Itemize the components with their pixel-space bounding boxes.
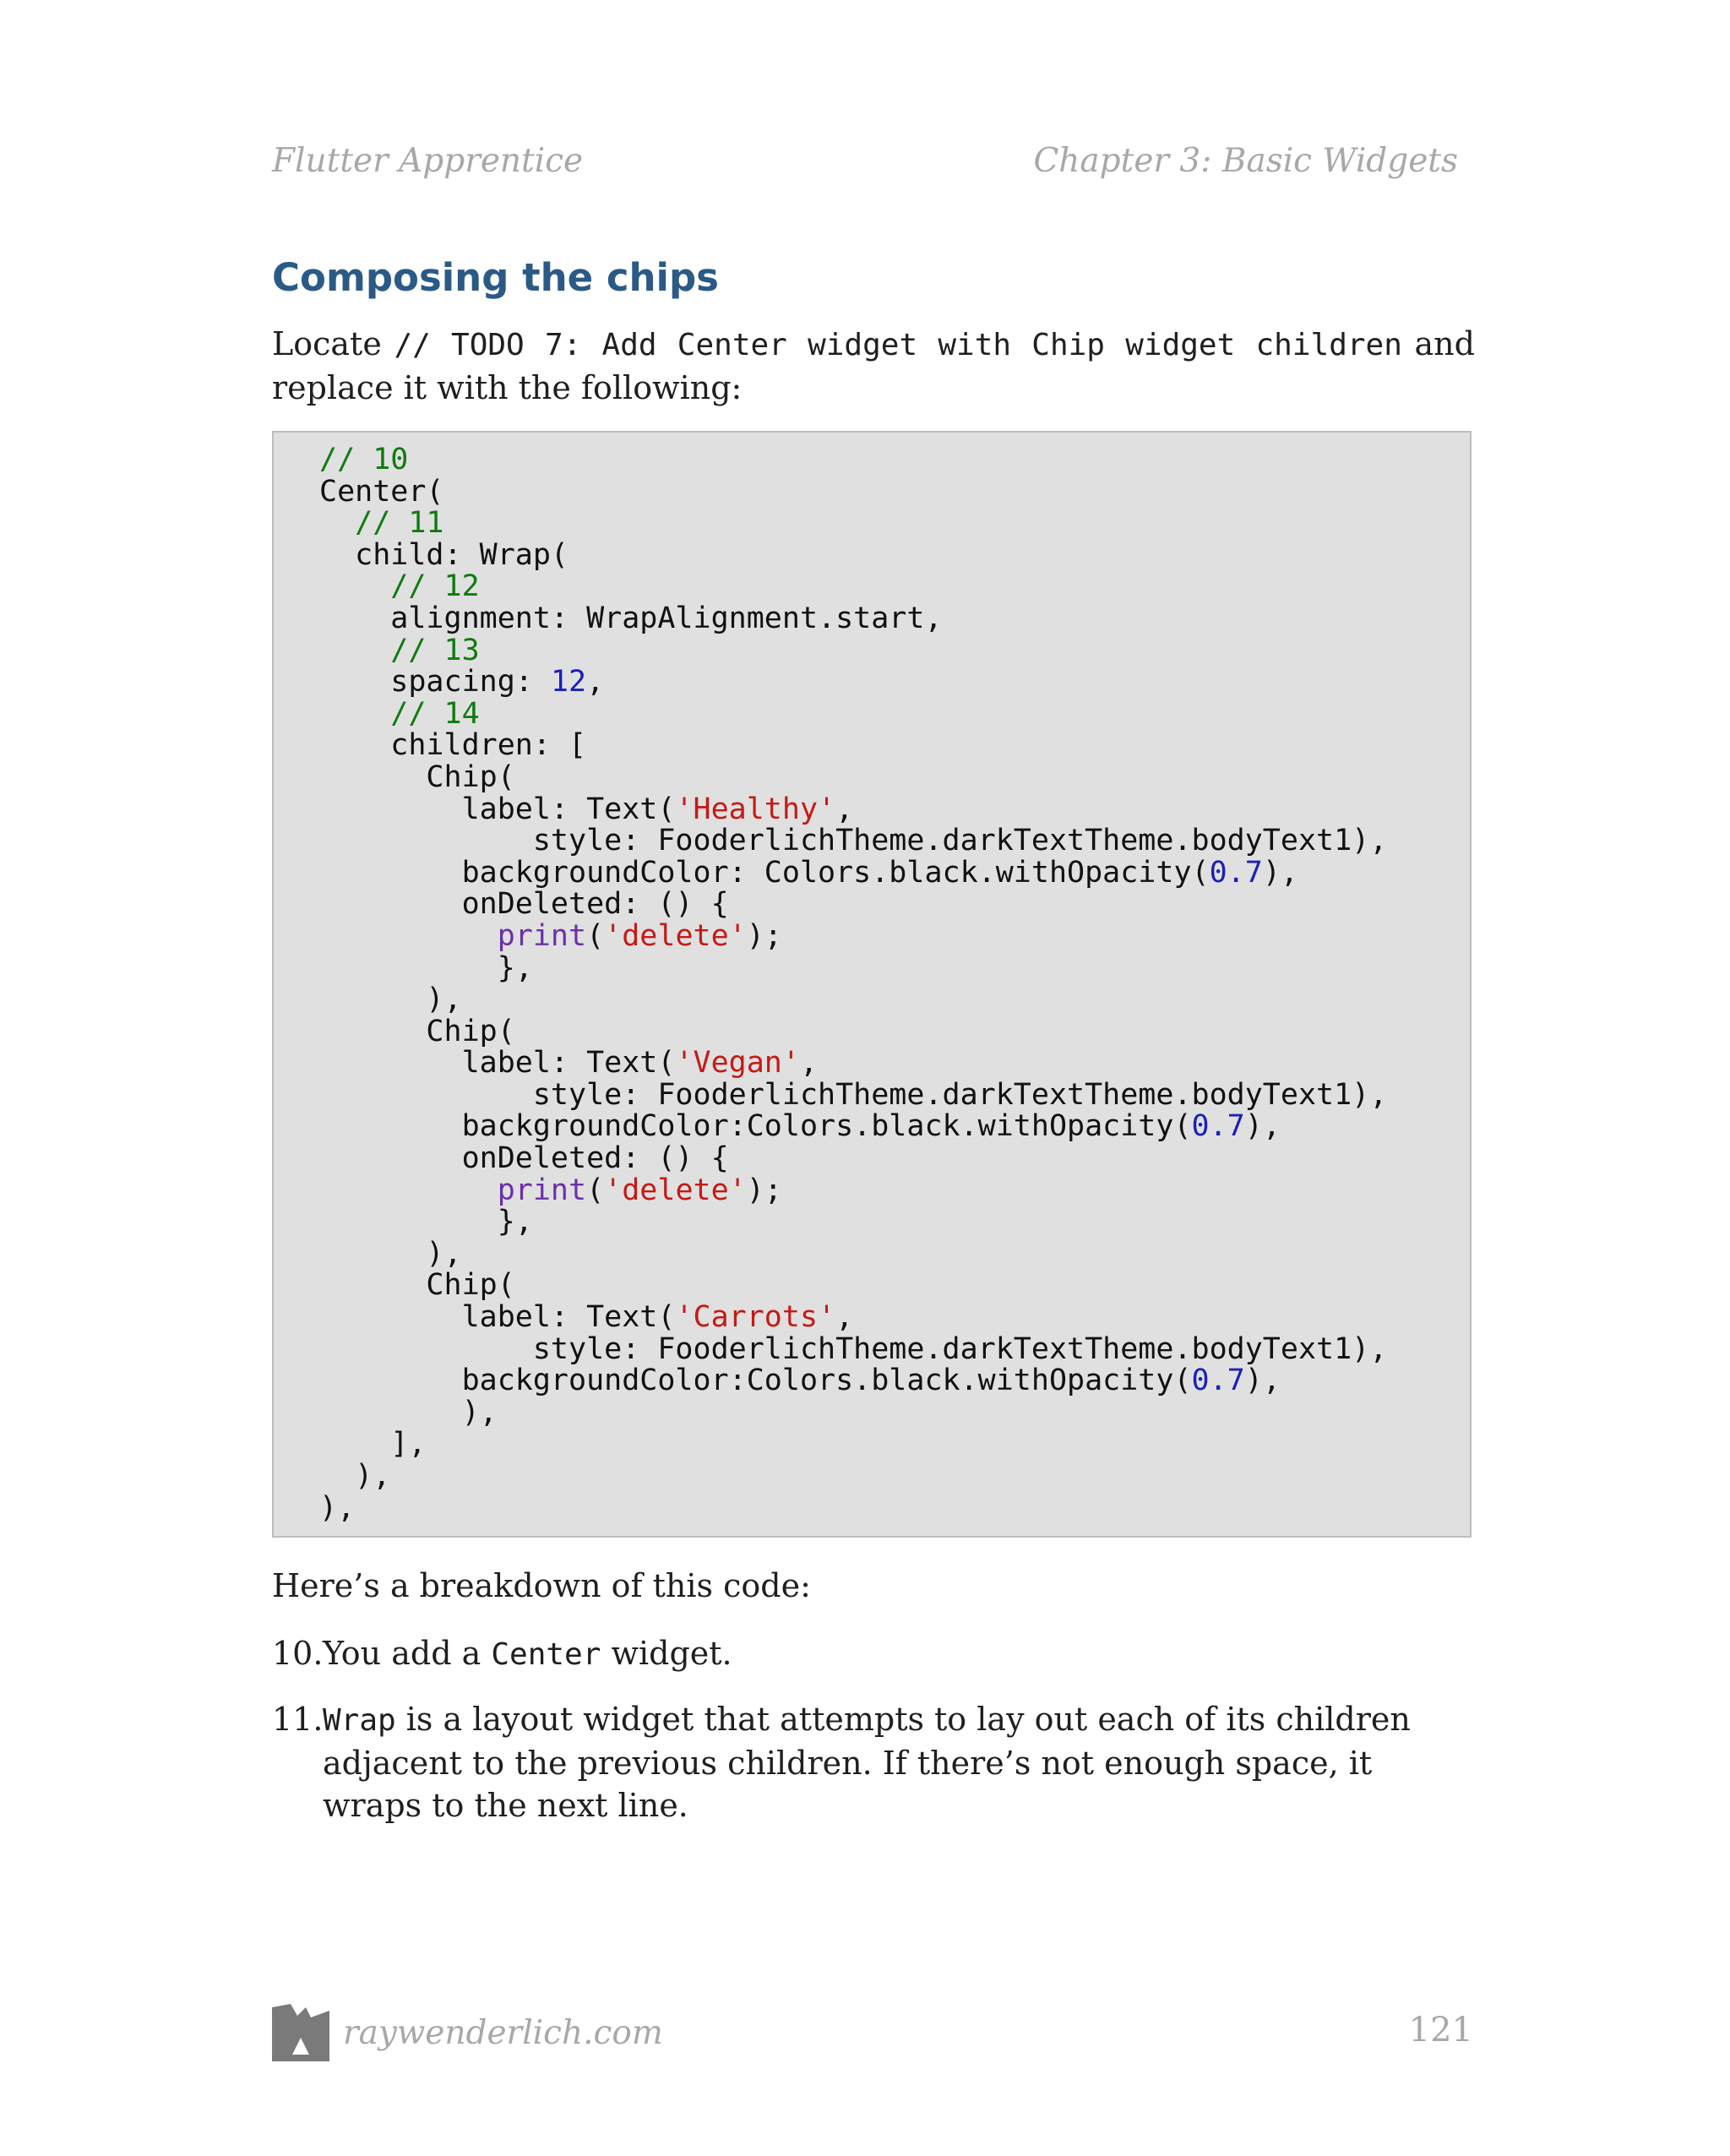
inline-code-center: Center — [491, 1637, 601, 1672]
section-heading: Composing the chips — [272, 255, 719, 300]
breakdown-intro: Here’s a breakdown of this code: — [272, 1567, 811, 1604]
intro-text-after: and replace it with the following: — [272, 325, 1475, 406]
book-title: Flutter Apprentice — [272, 142, 584, 180]
page-number: 121 — [1408, 2011, 1473, 2050]
inline-code-wrap: Wrap — [323, 1703, 396, 1738]
intro-text-before: Locate — [272, 325, 394, 362]
list-text: Wrap is a layout widget that attempts to lay out each of its children adjacent to the previous children. If there’s not enough space, it wraps to the next line. — [323, 1701, 1411, 1824]
code-block — [272, 431, 1472, 1538]
raywenderlich-logo-icon — [272, 2004, 329, 2061]
list-number: 11. — [272, 1701, 324, 1738]
list-number: 10. — [272, 1635, 324, 1672]
intro-paragraph — [272, 323, 1475, 409]
code-listing: // 10 Center( // 11 child: Wrap( // 12 alignment: WrapAlignment.start, // 13 spacing: 12, // 14 children: [ Chip( label: Text('Healthy', style: FooderlichTheme.darkTextTheme.bodyText1), backgroundColor: Colors.black.withOpacity(0.7), onDeleted: () { print('delete'); }, ), Chip( label: Text('Vegan', style: FooderlichTheme.darkTextTheme.bodyText1), backgroundColor:Colors.black.withOpacity(0.7), onDeleted: () { print('delete'); }, ), Chip( label: Text('Carrots', style: FooderlichTheme.darkTextTheme.bodyText1), backgroundColor:Colors.black.withOpacity(0.7), ), ], ), ), — [319, 443, 1388, 1525]
chapter-title: Chapter 3: Basic Widgets — [1033, 142, 1458, 180]
list-text: You add a Center widget. — [323, 1635, 732, 1672]
running-header — [272, 142, 1458, 189]
inline-code-todo: // TODO 7: Add Center widget with Chip widget children — [394, 328, 1402, 362]
footer-site-link[interactable]: raywenderlich.com — [343, 2014, 663, 2052]
